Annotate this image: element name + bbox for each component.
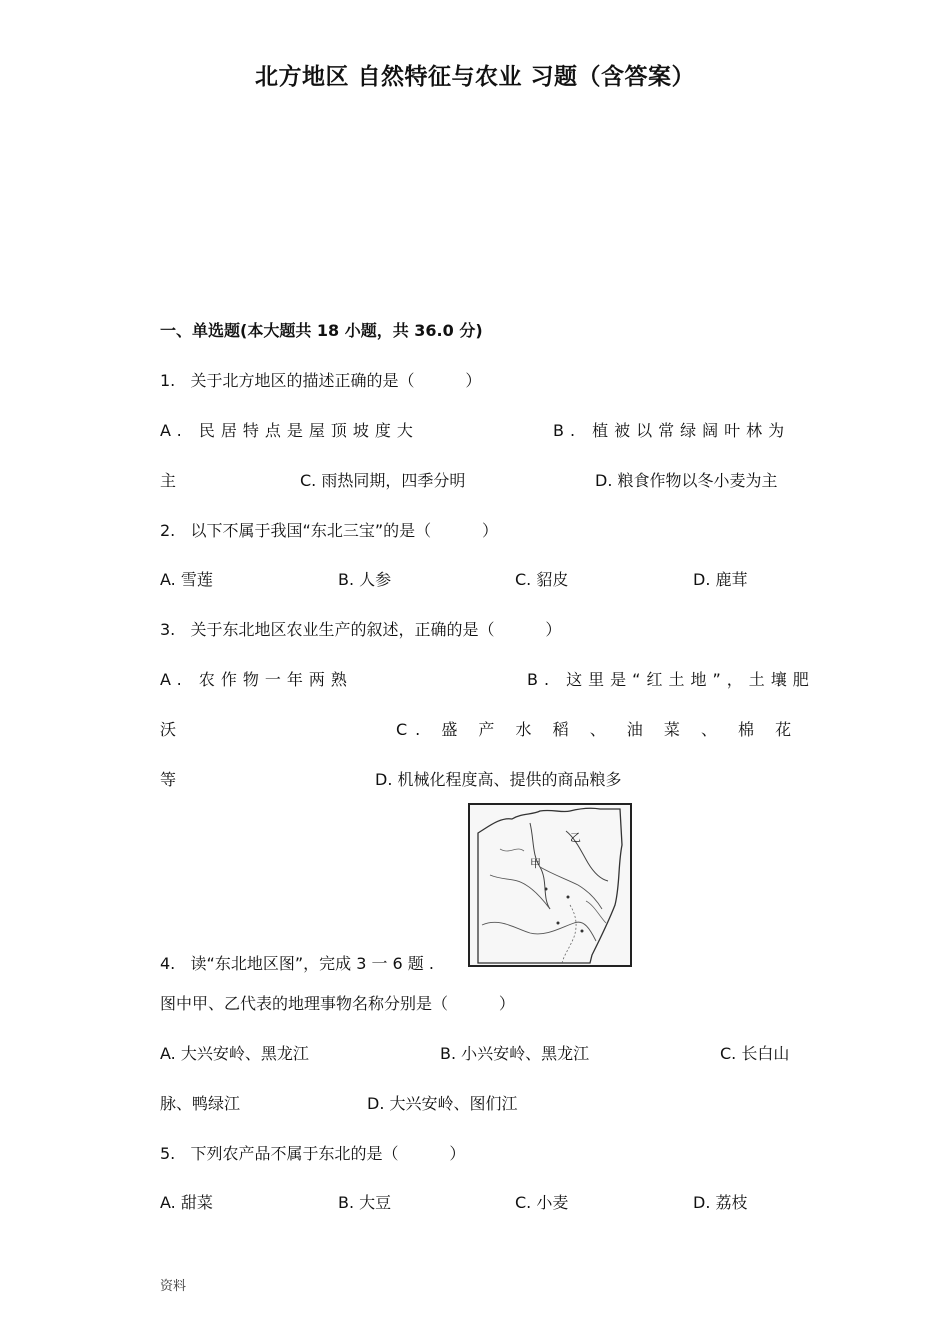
q5-option-c[interactable]: C. 小麦: [515, 1193, 569, 1212]
q5-stem: 5. 下列农产品不属于东北的是（ ）: [160, 1144, 466, 1163]
q1-option-b-cont: 主: [160, 471, 177, 490]
q1-option-d[interactable]: D. 粮食作物以冬小麦为主: [595, 471, 778, 490]
q5-option-a[interactable]: A. 甜菜: [160, 1193, 213, 1212]
q5-option-d[interactable]: D. 荔枝: [693, 1193, 748, 1212]
q4-sub-question: 图中甲、乙代表的地理事物名称分别是（ ）: [160, 994, 515, 1013]
q4-stem: 4. 读“东北地区图”，完成 3 一 6 题 .: [160, 954, 434, 973]
q3-option-c[interactable]: C. 盛 产 水 稻 、 油 菜 、 棉 花: [396, 720, 800, 739]
q4-option-b[interactable]: B. 小兴安岭、黑龙江: [440, 1044, 590, 1063]
q3-option-a[interactable]: A. 农作物一年两熟: [160, 670, 353, 689]
q4-option-c-cont: 脉、鸭绿江: [160, 1094, 241, 1113]
q1-option-b[interactable]: B. 植被以常绿阔叶林为: [553, 421, 791, 440]
q4-option-d[interactable]: D. 大兴安岭、图们江: [367, 1094, 518, 1113]
section-heading: 一、单选题(本大题共 18 小题，共 36.0 分): [160, 321, 483, 340]
northeast-china-map: [468, 803, 632, 967]
q3-option-b[interactable]: B. 这里是“红土地”，土壤肥: [527, 670, 815, 689]
map-label-jia: 甲: [530, 857, 541, 870]
q2-option-c[interactable]: C. 貂皮: [515, 570, 569, 589]
map-drawing: [470, 805, 630, 965]
q1-option-c[interactable]: C. 雨热同期，四季分明: [300, 471, 466, 490]
q1-stem: 1. 关于北方地区的描述正确的是（ ）: [160, 371, 482, 390]
q3-option-d[interactable]: D. 机械化程度高、提供的商品粮多: [375, 770, 622, 789]
page-footer: 资料: [160, 1279, 187, 1294]
map-label-yi: 乙: [570, 831, 581, 844]
q2-stem: 2. 以下不属于我国“东北三宝”的是（ ）: [160, 521, 498, 540]
q4-option-a[interactable]: A. 大兴安岭、黑龙江: [160, 1044, 309, 1063]
q2-option-d[interactable]: D. 鹿茸: [693, 570, 748, 589]
q1-option-a[interactable]: A. 民居特点是屋顶坡度大: [160, 421, 419, 440]
q2-option-a[interactable]: A. 雪莲: [160, 570, 213, 589]
q2-option-b[interactable]: B. 人参: [338, 570, 392, 589]
document-title: 北方地区 自然特征与农业 习题（含答案）: [254, 64, 695, 90]
q3-option-c-cont: 等: [160, 770, 177, 789]
q3-stem: 3. 关于东北地区农业生产的叙述，正确的是（ ）: [160, 620, 562, 639]
q3-option-b-cont: 沃: [160, 720, 177, 739]
q5-option-b[interactable]: B. 大豆: [338, 1193, 392, 1212]
q4-option-c[interactable]: C. 长白山: [720, 1044, 790, 1063]
